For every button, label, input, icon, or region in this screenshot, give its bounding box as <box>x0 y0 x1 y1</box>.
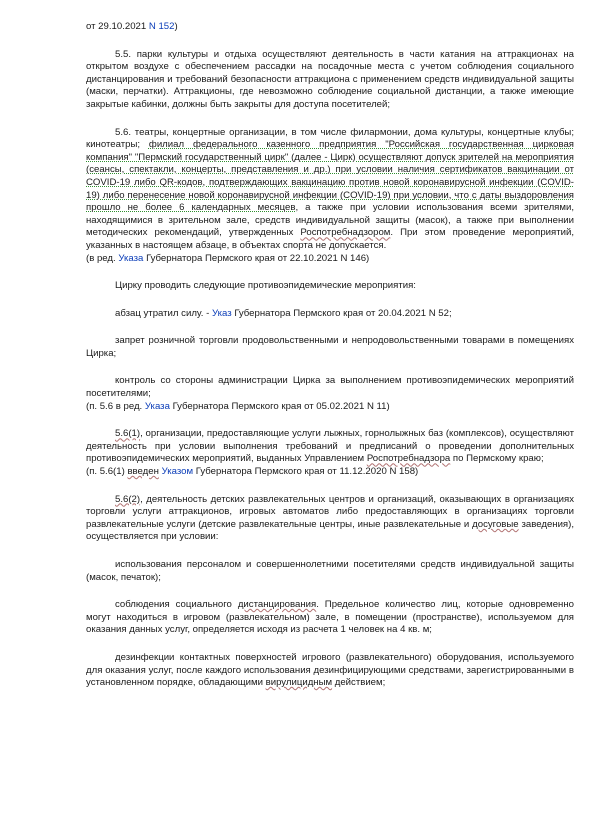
paragraph-5-6: 5.6. театры, концертные организации, в том числе филармонии, дома культуры, концертные клубы; кинотеатры; филиал федерального казенного предприятия "Российская государственная цирковая компания" "Пермский государственный цирк" (далее - Цирк) осуществляют допуск зрителей на мероприятия (сеансы, спектакли, концерты, представления и др.) при условии наличия сертификатов вакцинации от COVID-19 либо QR-кодов, подтверждающих вакцинацию против новой коронавирусной инфекции (COVID-19) либо перенесение новой коронавирусной инфекции (COVID-19) при условии, что с даты выздоровления прошло не более 6 календарных месяцев, а также при условии использования всеми зрителями, находящимися в зрительном зале, средств индивидуальной защиты (масок), а также при выполнении методических рекомендаций, утвержденных Роспотребнадзором. При этом проведение мероприятий, указанных в настоящем абзаце, в объектах спорта не допускается. <box>86 126 574 251</box>
paragraph-control: контроль со стороны администрации Цирка за выполнением противоэпидемических мероприятий посетителями; <box>86 375 574 400</box>
decree-link-158[interactable]: Указом <box>161 466 194 478</box>
decree-link-146[interactable]: Указа <box>118 252 144 264</box>
highlighted-circus-text: филиал федерального казенного предприятия "Российская государственная цирковая компания" "Пермский государственный цирк" (далее - Цирк) осуществляют допуск зрителей на мероприятия (сеансы, спектакли, концерты, представления и др.) при условии наличия сертификатов вакцинации от COVID-19 либо QR-кодов, подтверждающих вакцинацию против новой коронавирусной инфекции (COVID-19) либо перенесение новой коронавирусной инфекции (COVID-19) при условии, что с даты выздоровления прошло не более 6 календарных месяцев <box>86 139 574 214</box>
dosugovye-word: досуговые <box>472 518 519 530</box>
distancing-word: дистанцирования <box>237 599 317 611</box>
decree-link-152[interactable]: N 152 <box>148 21 175 32</box>
paragraph-abzac-repealed: абзац утратил силу. - Указ Губернатора Пермского края от 20.04.2021 N 52; <box>115 307 452 319</box>
edition-note-146: (в ред. Указа Губернатора Пермского края от 22.10.2021 N 146) <box>86 252 370 264</box>
paragraph-5-6-1: 5.6(1), организации, предоставляющие услуги лыжных, горнолыжных баз (комплексов), осуществляют деятельность при условии выполнения требований и предписаний о проведении дополнительных противоэпидемических мероприятий, выданных Управлением Роспотребнадзора по Пермскому краю; <box>86 428 574 465</box>
paragraph-ppe: использования персоналом и совершеннолетними посетителями средств индивидуальной защиты (масок, печаток); <box>86 559 574 583</box>
edition-note-158: (п. 5.6(1) введен Указом Губернатора Пермского края от 11.12.2020 N 158) <box>86 466 419 478</box>
rospotrebnadzor-word: Роспотребнадзором <box>300 227 391 239</box>
rospotrebnadzora-word: Роспотребнадзора <box>366 453 451 465</box>
clause-number-5-6-1: 5.6(1) <box>115 428 141 440</box>
paragraph-distancing: соблюдения социального дистанцирования. Предельное количество лиц, которые одновременно могут находиться в игровом (развлекательном) зале, в помещении (пространстве), используемом для оказания данных услуг, определяется исходя из расчета 1 человек на 4 кв. м; <box>86 599 574 636</box>
circus-measures-intro: Цирку проводить следующие противоэпидемические мероприятия: <box>115 280 416 292</box>
decree-link-11[interactable]: Указа <box>144 400 170 412</box>
decree-link-52[interactable]: Указ <box>211 307 232 319</box>
vveden-word: введен <box>127 466 159 478</box>
virucidal-word: вирулицидным <box>265 677 333 689</box>
document-body <box>86 21 574 690</box>
paragraph-trade-ban: запрет розничной торговли продовольственными и непродовольственными товарами в помещениях Цирка; <box>86 335 574 359</box>
paragraph-5-5: 5.5. парки культуры и отдыха осуществляют деятельность в части катания на аттракционах на открытом воздухе с обеспечением рассадки на посадочные места с учетом соблюдения социального дистанцирования и требований безопасности аттракциона с применением средств индивидуальной защиты (маски, перчатки). Аттракционы, где невозможно соблюдение социальной дистанции, а также имеющие закрытые кабинки, должны быть закрыты для доступа посетителей; <box>86 48 574 110</box>
edition-note-11: (п. 5.6 в ред. Указа Губернатора Пермского края от 05.02.2021 N 11) <box>86 400 390 412</box>
clause-number-5-6-2: 5.6(2) <box>115 493 141 505</box>
paragraph-5-6-2: 5.6(2), деятельность детских развлекательных центров и организаций, оказывающих в организациях торговли услуги аттракционов, игровых автоматов либо предоставляющих в организациях торговли развлекательные услуги (детские развлекательные центры, иные развлекательные и досуговые заведения), осуществляется при условии: <box>86 493 574 543</box>
paragraph-disinfection: дезинфекции контактных поверхностей игрового (развлекательного) оборудования, используемого для оказания услуг, после каждого использования дезинфицирующими средствами, зарегистрированными в установленном порядке, обладающими вирулицидным действием; <box>86 651 574 689</box>
amendment-header: от 29.10.2021 N 152) <box>86 21 178 32</box>
